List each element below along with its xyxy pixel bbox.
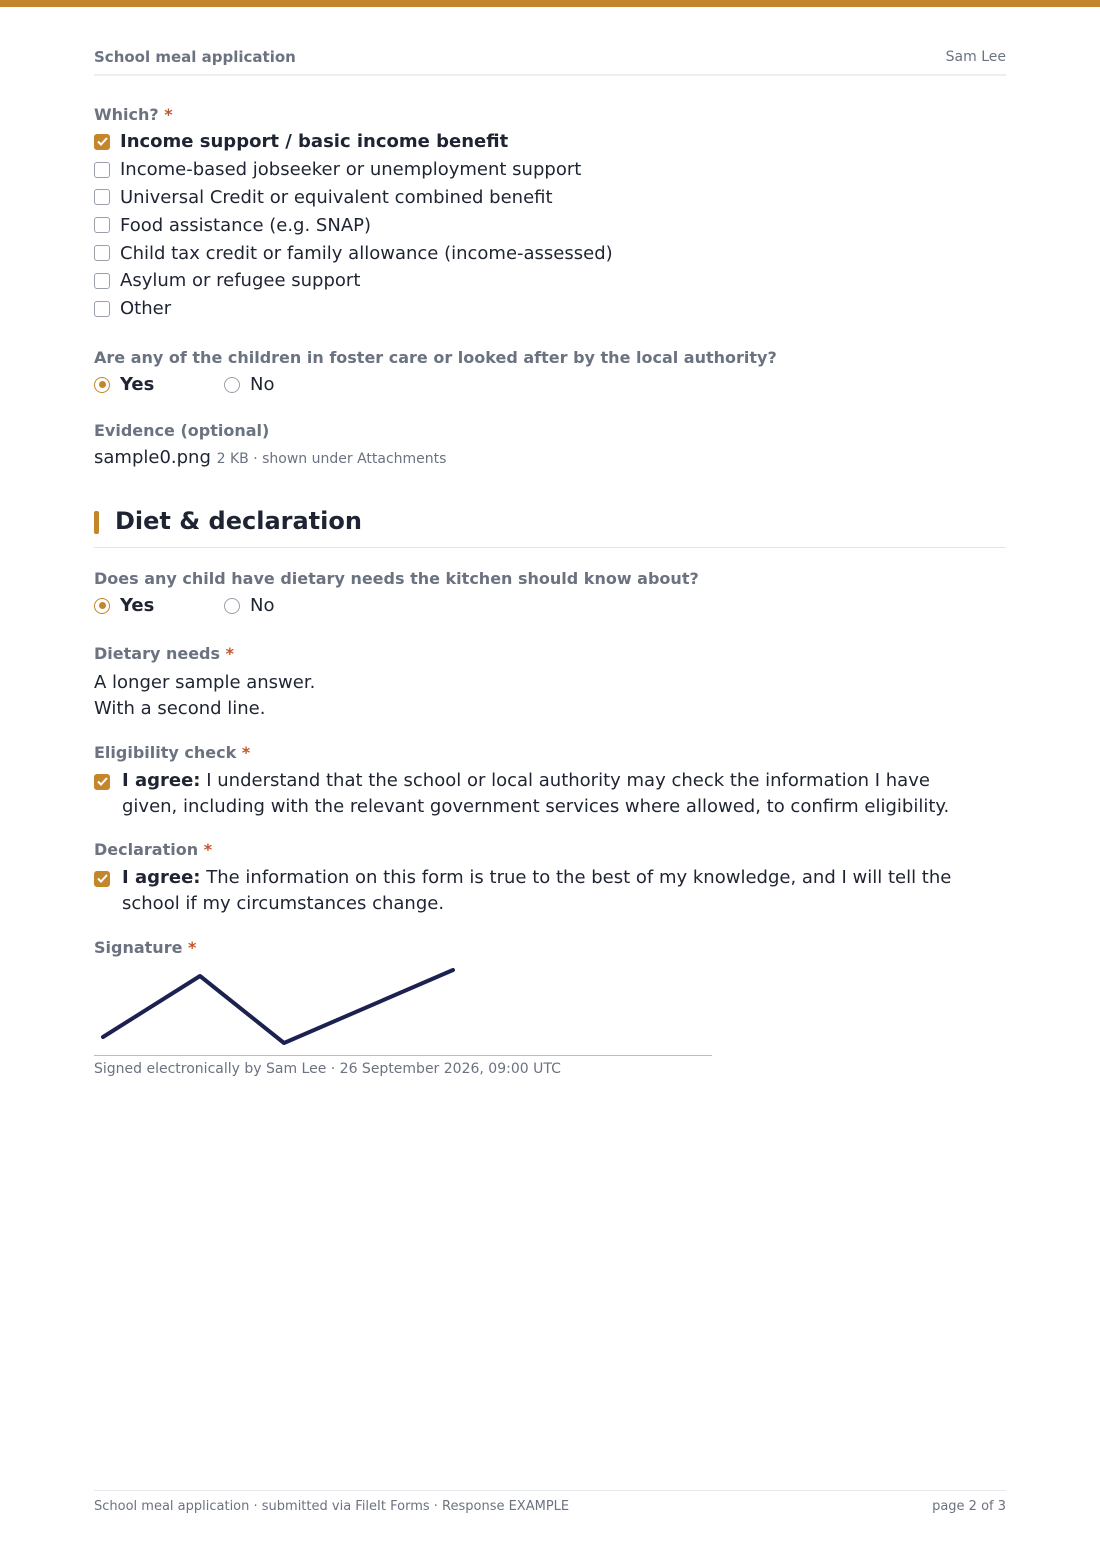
dietary-needs-answer: A longer sample answer. With a second line. (94, 671, 316, 719)
checkbox-icon[interactable] (94, 217, 110, 233)
option-label: Asylum or refugee support (120, 270, 361, 292)
declaration-label: Declaration * (94, 839, 213, 859)
foster-question: Are any of the children in foster care or looked after by the local authority? (94, 347, 777, 367)
radio-icon[interactable] (224, 377, 240, 393)
radio-icon[interactable] (224, 598, 240, 614)
page-footer (94, 1490, 1006, 1514)
checkbox-checked-icon[interactable] (94, 871, 110, 887)
dietary-no-radio[interactable]: No (224, 595, 354, 616)
option-label: Universal Credit or equivalent combined benefit (120, 186, 553, 208)
option-child-tax-credit[interactable] (94, 239, 1006, 267)
top-accent-bar (0, 0, 1100, 7)
checkbox-icon[interactable] (94, 245, 110, 261)
required-mark: * (203, 839, 213, 859)
checkbox-icon[interactable] (94, 273, 110, 289)
section-heading (94, 508, 1006, 548)
eligibility-text: I agree: I understand that the school or local authority may check the information I have given, including with the relevant government services where allowed, to confirm eligibility. (122, 769, 950, 817)
page-header (94, 48, 1006, 76)
checkbox-checked-icon[interactable] (94, 774, 110, 790)
foster-no-radio[interactable]: No (224, 374, 354, 395)
required-mark: * (225, 643, 234, 663)
checkbox-icon[interactable] (94, 301, 110, 317)
option-label: Income support / basic income benefit (120, 131, 509, 153)
checkbox-checked-icon[interactable] (94, 134, 110, 150)
form-content (94, 105, 1006, 1077)
option-income-support[interactable] (94, 128, 1006, 156)
evidence-label: Evidence (optional) (94, 420, 270, 440)
radio-selected-icon[interactable] (94, 598, 110, 614)
signature-label: Signature * (94, 937, 197, 957)
option-other[interactable] (94, 295, 1006, 323)
required-mark: * (188, 937, 197, 957)
required-mark: * (241, 742, 251, 762)
option-food-assistance[interactable] (94, 211, 1006, 239)
section-title: Diet & declaration (115, 506, 362, 535)
evidence-filename[interactable]: sample0.png (94, 446, 211, 468)
evidence-file (94, 447, 1006, 468)
respondent-name: Sam Lee (945, 49, 1006, 65)
radio-selected-icon[interactable] (94, 377, 110, 393)
page-number: page 2 of 3 (932, 1499, 1006, 1514)
eligibility-label: Eligibility check * (94, 742, 251, 762)
checkbox-icon[interactable] (94, 189, 110, 205)
foster-radio-group (94, 372, 1006, 398)
signature-caption: Signed electronically by Sam Lee · 26 September 2026, 09:00 UTC (94, 1060, 561, 1077)
which-options (94, 128, 1006, 323)
option-label: Other (120, 298, 172, 320)
signature-drawing (94, 966, 712, 1056)
option-asylum-support[interactable] (94, 267, 1006, 295)
eligibility-agreement[interactable] (94, 768, 1006, 820)
signature-box (94, 966, 712, 1056)
form-title: School meal application (94, 48, 296, 66)
evidence-meta: 2 KB · shown under Attachments (216, 450, 447, 467)
dietary-yes-radio[interactable]: Yes (94, 595, 224, 616)
foster-yes-radio[interactable]: Yes (94, 374, 224, 395)
dietary-radio-group (94, 593, 1006, 619)
option-label: Child tax credit or family allowance (income-assessed) (120, 242, 613, 264)
required-mark: * (164, 105, 173, 124)
option-label: Income-based jobseeker or unemployment support (120, 159, 582, 181)
which-label: Which? * (94, 105, 173, 124)
option-jobseeker[interactable] (94, 156, 1006, 184)
dietary-needs-label: Dietary needs * (94, 643, 234, 663)
option-universal-credit[interactable] (94, 184, 1006, 212)
option-label: Food assistance (e.g. SNAP) (120, 214, 372, 236)
section-accent-bar (94, 511, 99, 534)
declaration-text: I agree: The information on this form is true to the best of my knowledge, and I will tell the school if my circumstances change. (122, 866, 952, 914)
declaration-agreement[interactable] (94, 865, 1006, 917)
dietary-question: Does any child have dietary needs the kitchen should know about? (94, 568, 699, 588)
checkbox-icon[interactable] (94, 162, 110, 178)
footer-info: School meal application · submitted via FileIt Forms · Response EXAMPLE (94, 1499, 570, 1514)
